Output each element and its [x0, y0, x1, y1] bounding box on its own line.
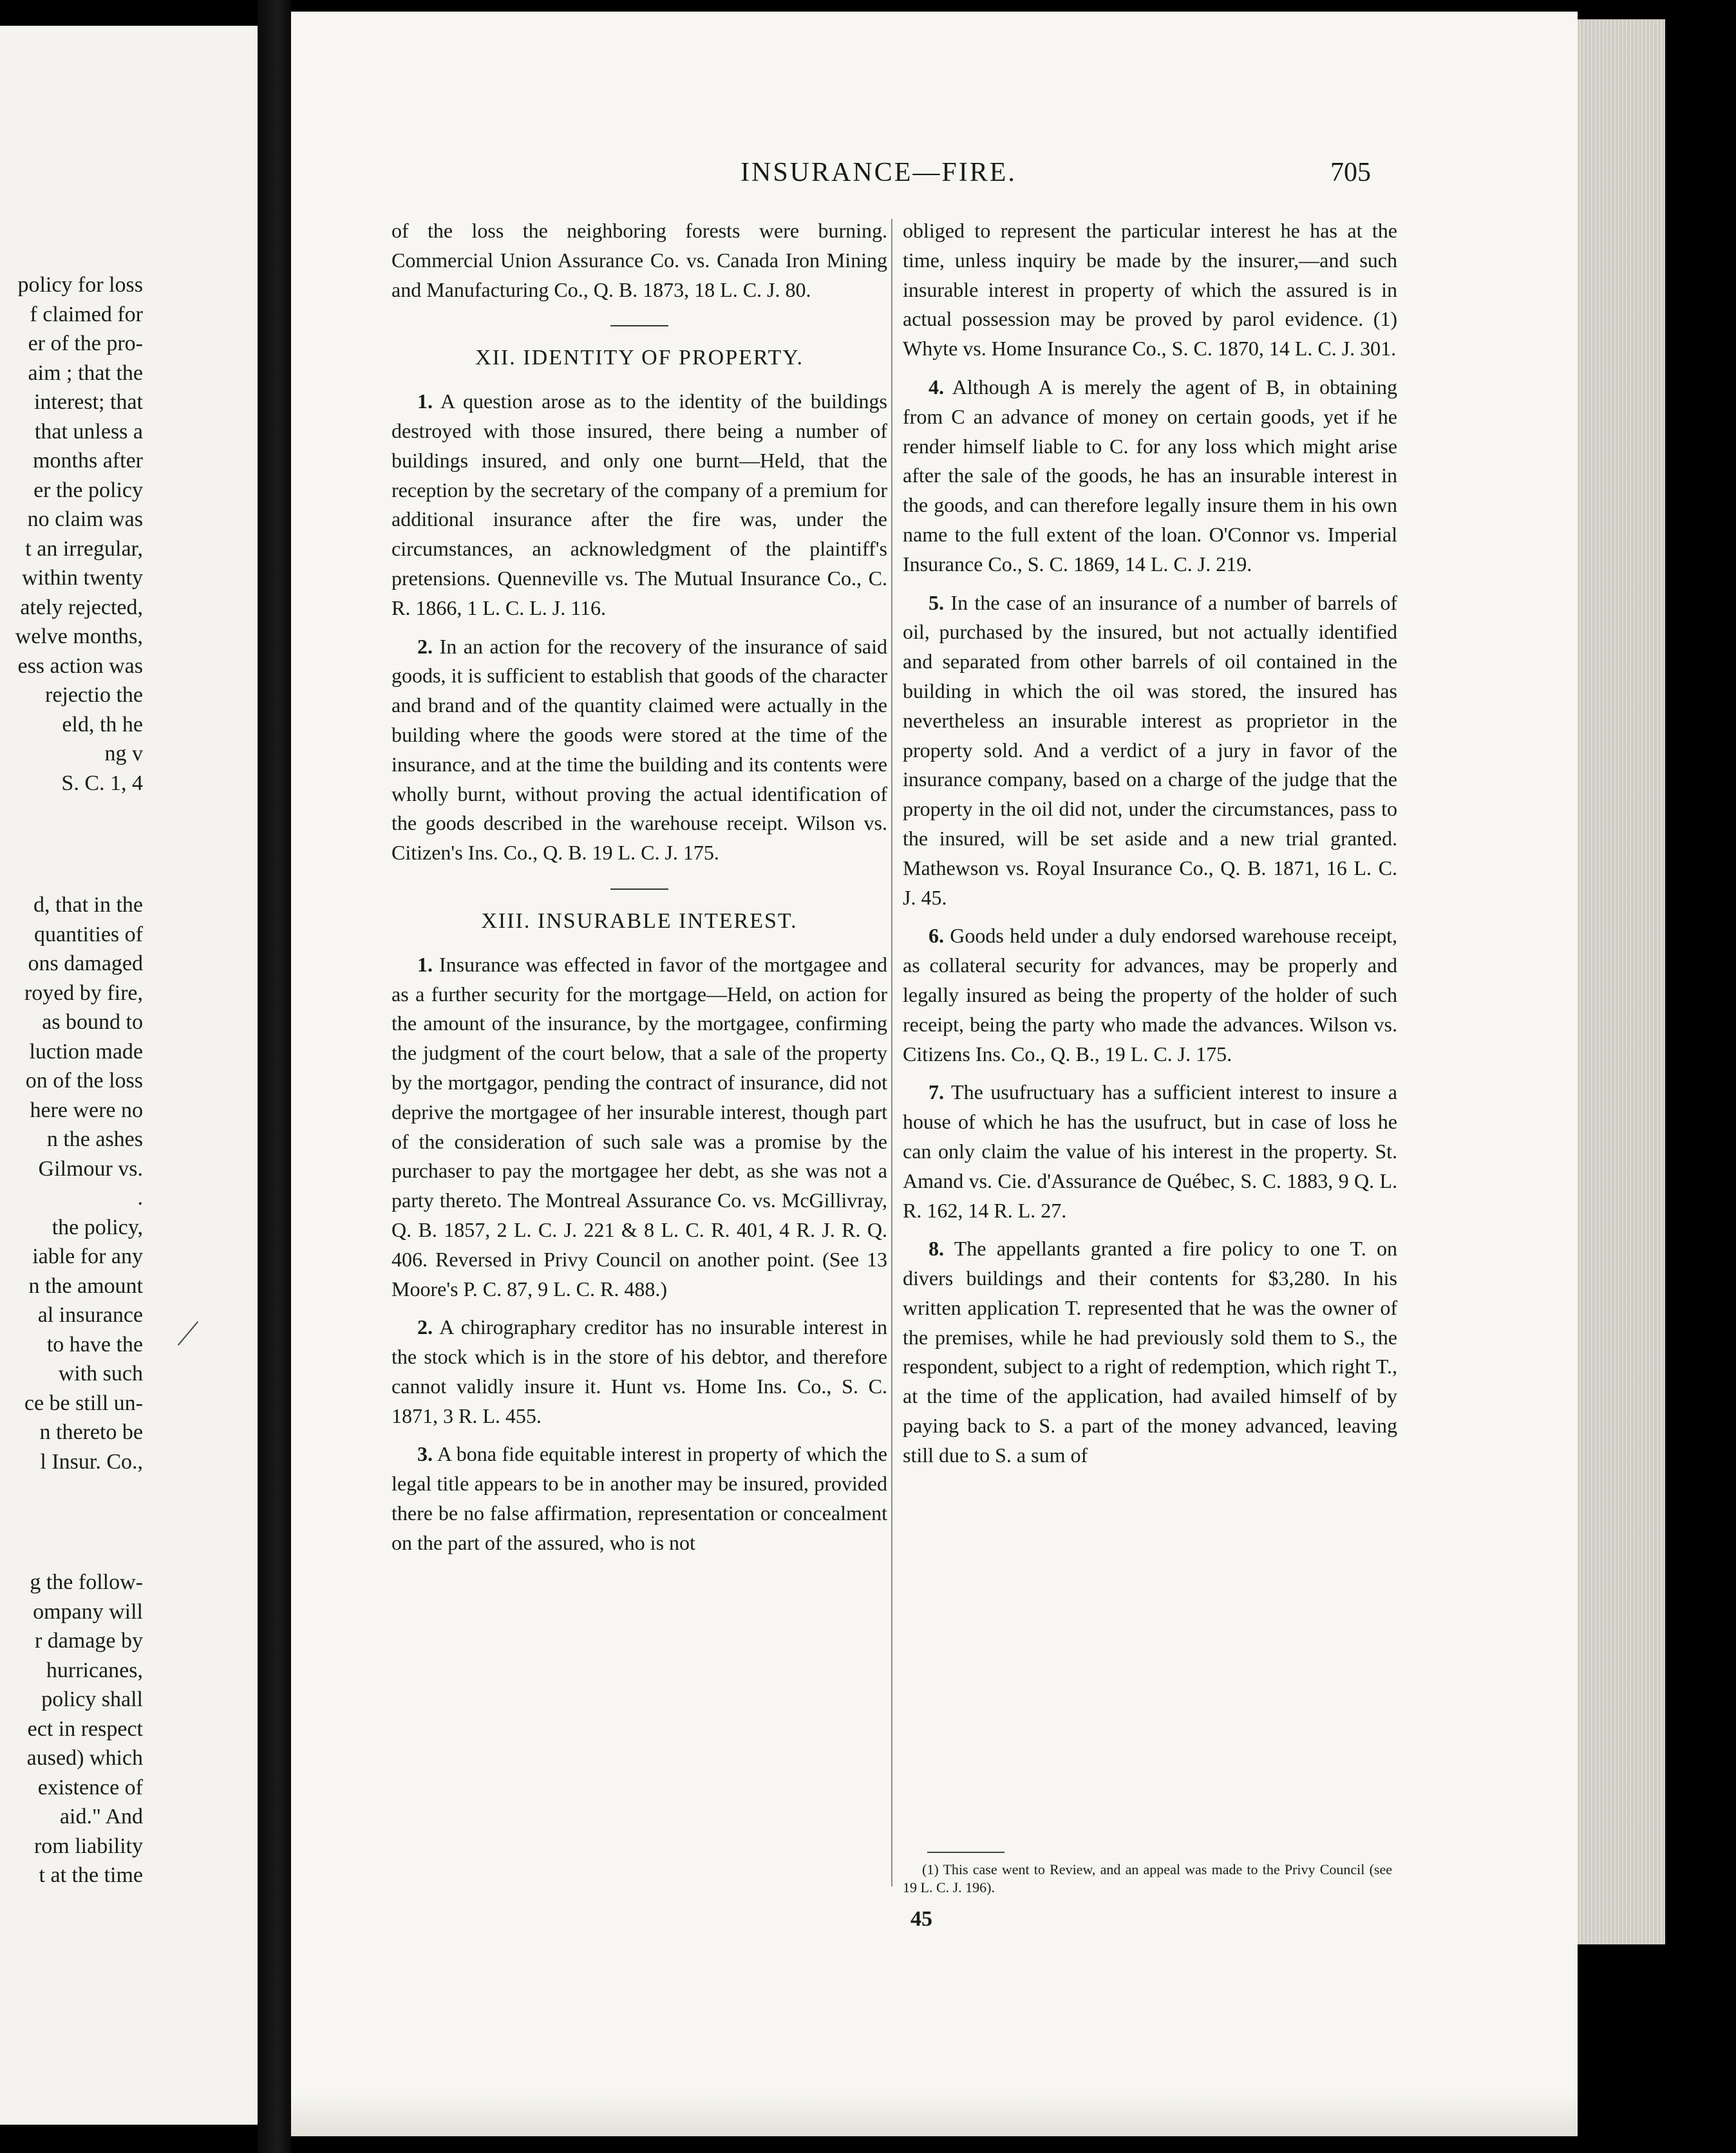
facing-text-line: quantities of — [33, 922, 143, 946]
facing-text-line: n the ashes — [46, 1127, 143, 1151]
facing-text-line: iable for any — [32, 1245, 143, 1268]
facing-text-line: as bound to — [42, 1010, 143, 1034]
facing-text-line: ce be still un- — [24, 1391, 143, 1415]
facing-text-line: interest; that — [33, 390, 143, 414]
paragraph-13-6 — [903, 921, 1397, 1069]
facing-text-line: al insurance — [37, 1303, 143, 1327]
facing-text-line: r damage by — [34, 1629, 143, 1653]
facing-page — [0, 26, 258, 2125]
facing-text-line: within twenty — [22, 566, 143, 590]
paragraph-13-4 — [903, 373, 1397, 579]
facing-text-block-3 — [0, 1568, 258, 1890]
right-column — [903, 216, 1397, 1480]
facing-text-line: no claim was — [27, 507, 143, 531]
facing-text-line: existence of — [37, 1775, 143, 1800]
facing-heading-loss — [0, 852, 258, 876]
paragraph-number: 3. — [417, 1442, 433, 1466]
facing-text-line: hurricanes, — [46, 1658, 143, 1682]
running-header: INSURANCE—FIRE. — [741, 158, 1017, 187]
facing-text-line: S. C. 1, 4 — [61, 771, 143, 795]
footnote: (1) This case went to Review, and an appeal was made to the Privy Council (see 19 L. C. J. 196). — [903, 1861, 1392, 1895]
signature-mark: 45 — [910, 1907, 932, 1931]
paragraph-number: 5. — [929, 590, 944, 614]
facing-text-line: rejectio the — [45, 683, 143, 707]
paragraph-number: 4. — [929, 375, 944, 399]
paragraph-13-5 — [903, 588, 1397, 913]
facing-text-line: ately rejected, — [20, 595, 143, 619]
paragraph-13-2 — [392, 1313, 887, 1431]
paragraph-13-3 — [392, 1440, 887, 1557]
facing-text-line: er the policy — [33, 478, 143, 502]
facing-text-line: with such — [58, 1362, 143, 1386]
facing-text-line: here were no — [30, 1098, 143, 1122]
paragraph-text: A question arose as to the identity of the buildings destroyed with those insured, there being a number of buildings insured, and only one burnt—Held, that the reception by the secretary of the company of a premium for additional insurance after the fire was, under the circumstances, an acknowledgment of the plaintiff's pretensions. Quenneville vs. The Mutual Insurance Co., C. R. 1866, 1 L. C. L. J. 116. — [392, 390, 887, 619]
facing-text-line: royed by fire, — [24, 981, 143, 1005]
column-divider — [891, 219, 892, 1886]
paragraph-number: 1. — [417, 952, 433, 976]
facing-text-block-1 — [0, 270, 258, 798]
facing-text-line: . — [137, 1186, 143, 1210]
facing-heading-claim — [0, 232, 258, 256]
paragraph-text: Goods held under a duly endorsed warehouse receipt, as collateral security for advances, may be properly and legally insured as being the property of the holder of such receipt, being the party who made the advances. Wilson vs. Citizens Ins. Co., Q. B., 19 L. C. J. 175. — [903, 924, 1397, 1066]
facing-text-line: on of the loss — [25, 1069, 143, 1093]
left-column — [392, 216, 887, 1567]
paragraph-text: A bona fide equitable interest in property of which the legal title appears to be in another may be insured, provided there be no false affirmation, representation or concealment on the part of the assured, who is not — [392, 1442, 888, 1554]
page-bottom-shadow — [291, 2092, 1578, 2136]
facing-text-line: n the amount — [28, 1274, 143, 1298]
facing-text-line: aused) which — [26, 1746, 143, 1770]
paragraph-text: Although A is merely the agent of B, in obtaining from C an advance of money on certain goods, yet if he render himself liable to C. for any loss which might arise after the sale of the goods, he has an insurable interest in the goods, and can therefore legally insure them in his own name to the full extent of the loan. O'Connor vs. Imperial Insurance Co., S. C. 1869, 14 L. C. J. 219. — [903, 375, 1398, 576]
facing-text-line: ess action was — [17, 653, 143, 678]
facing-text-line: Gilmour vs. — [38, 1156, 143, 1181]
facing-text-line: months after — [33, 449, 143, 473]
facing-text-line: ons damaged — [28, 952, 143, 975]
facing-text-line: ng v — [104, 742, 143, 766]
facing-text-line: rom liability — [33, 1834, 143, 1858]
paragraph-13-7 — [903, 1078, 1397, 1225]
paragraph-number: 1. — [417, 390, 433, 413]
footnote-rule — [927, 1852, 1005, 1853]
continued-paragraph: obliged to represent the particular interest he has at the time, unless inquiry be made by the insurer,—and such insurable interest in property of which the assured is in actual possession may be proved by parol evidence. (1) Whyte vs. Home Insurance Co., S. C. 1870, 14 L. C. J. 301. — [903, 219, 1397, 361]
paragraph-13-8 — [903, 1234, 1397, 1470]
facing-text-line: t an irregular, — [25, 536, 143, 561]
paragraph-text: The usufructuary has a sufficient interest to insure a house of which he has the usufruct, but in case of loss he can only claim the value of his interest in the property. St. Amand vs. Cie. d'Assurance de Québec, S. C. 1883, 9 Q. L. R. 162, 14 R. L. 27. — [903, 1080, 1398, 1222]
facing-text-line: d, that in the — [33, 893, 143, 917]
facing-text-line: policy for loss — [17, 273, 143, 297]
page-number: 705 — [1330, 158, 1371, 187]
facing-text-line: f claimed for — [30, 302, 143, 326]
paragraph-text: In an action for the recovery of the insurance of said goods, it is sufficient to establish that goods of the character and brand and of the quantity claimed were actually in the building where the goods were stored at the time of the insurance, and at the time the building and its contents were wholly burnt, without proving the actual identification of the goods described in the warehouse receipt. Wilson vs. Citizen's Ins. Co., Q. B. 19 L. C. J. 175. — [392, 634, 888, 865]
paragraph-12-1 — [392, 387, 887, 623]
facing-text-line: n thereto be — [39, 1420, 143, 1444]
paragraph-text: A chirographary creditor has no insurable interest in the stock which is in the store of his debtor, and therefore cannot validly insure it. Hunt vs. Home Ins. Co., S. C. 1871, 3 R. L. 455. — [392, 1315, 888, 1427]
section-rule — [610, 888, 668, 890]
facing-text-line: aid." And — [59, 1805, 143, 1829]
paragraph-number: 2. — [417, 1315, 433, 1339]
facing-text-line: aim ; that the — [28, 361, 143, 385]
facing-text-line: ompany will — [33, 1599, 143, 1624]
paragraph-number: 6. — [929, 924, 944, 948]
facing-text-line: welve months, — [15, 625, 143, 648]
section-rule — [610, 325, 668, 326]
paragraph-text: Insurance was effected in favor of the mortgagee and as a further security for the mortgage—Held, on action for the amount of the insurance, by the mortgagee, confirming the judgment of the court below, that a sale of the property by the mortgagor, pending the contract of insurance, did not deprive the mortgagee of her insurable interest, though part of the consideration of such sale was a promise by the purchaser to pay the mortgagee her debt, as she was not a party thereto. The Montreal Assurance Co. vs. McGillivray, Q. B. 1857, 2 L. C. J. 221 & 8 L. C. R. 401, 4 R. J. R. Q. 406. Reversed in Privy Council on another point. (See 13 Moore's P. C. 87, 9 L. C. R. 488.) — [392, 952, 888, 1301]
section-heading-identity: XII. IDENTITY OF PROPERTY. — [475, 346, 804, 370]
intro-paragraph: of the loss the neighboring forests were burning. Commercial Union Assurance Co. vs. Canada Iron Mining and Manufacturing Co., Q. B. 1873, 18 L. C. J. 80. — [392, 219, 887, 301]
facing-text-line: er of the pro- — [28, 332, 143, 355]
paragraph-number: 2. — [417, 634, 433, 658]
facing-heading-policy — [0, 1529, 258, 1554]
facing-text-line: eld, th he — [62, 712, 143, 737]
facing-text-line: the policy, — [52, 1215, 143, 1239]
facing-text-line: l Insur. Co., — [40, 1449, 143, 1474]
paragraph-12-2 — [392, 632, 887, 868]
facing-text-line: luction made — [29, 1039, 143, 1064]
paragraph-text: The appellants granted a fire policy to one T. on divers buildings and their contents for $3,280. In his written application T. represented that he was the owner of the premises, while he had previously sold them to S., the respondent, subject to a right of redemption, which right T., at the time of the application, had availed himself of by paying back to S. a part of the money advanced, leaving still due to S. a sum of — [903, 1237, 1398, 1467]
paragraph-13-1 — [392, 950, 887, 1304]
facing-text-line: t at the time — [39, 1863, 143, 1887]
facing-text-line: ect in respect — [27, 1716, 143, 1741]
section-heading-insurable-interest: XIII. INSURABLE INTEREST. — [481, 908, 798, 933]
facing-text-line: to have the — [46, 1332, 143, 1357]
facing-text-block-2 — [0, 890, 258, 1476]
paragraph-text: In the case of an insurance of a number of barrels of oil, purchased by the insured, but not actually identified and separated from other barrels of oil contained in the building in which the oil was stored, the insured has nevertheless an insurable interest as proprietor in the property sold. And a verdict of a jury in favor of the insurance company, based on a charge of the judge that the property in the oil did not, under the circumstances, pass to the insured, will be set aside and a new trial granted. Mathewson vs. Royal Insurance Co., Q. B. 1871, 16 L. C. J. 45. — [903, 590, 1398, 909]
paragraph-number: 8. — [929, 1237, 944, 1261]
page-stack-edge — [1578, 19, 1665, 1944]
paragraph-number: 7. — [929, 1080, 944, 1104]
facing-text-line: that unless a — [34, 419, 143, 444]
facing-text-line: policy shall — [41, 1688, 143, 1711]
facing-text-line: g the follow- — [30, 1570, 143, 1594]
book-gutter — [258, 0, 291, 2153]
